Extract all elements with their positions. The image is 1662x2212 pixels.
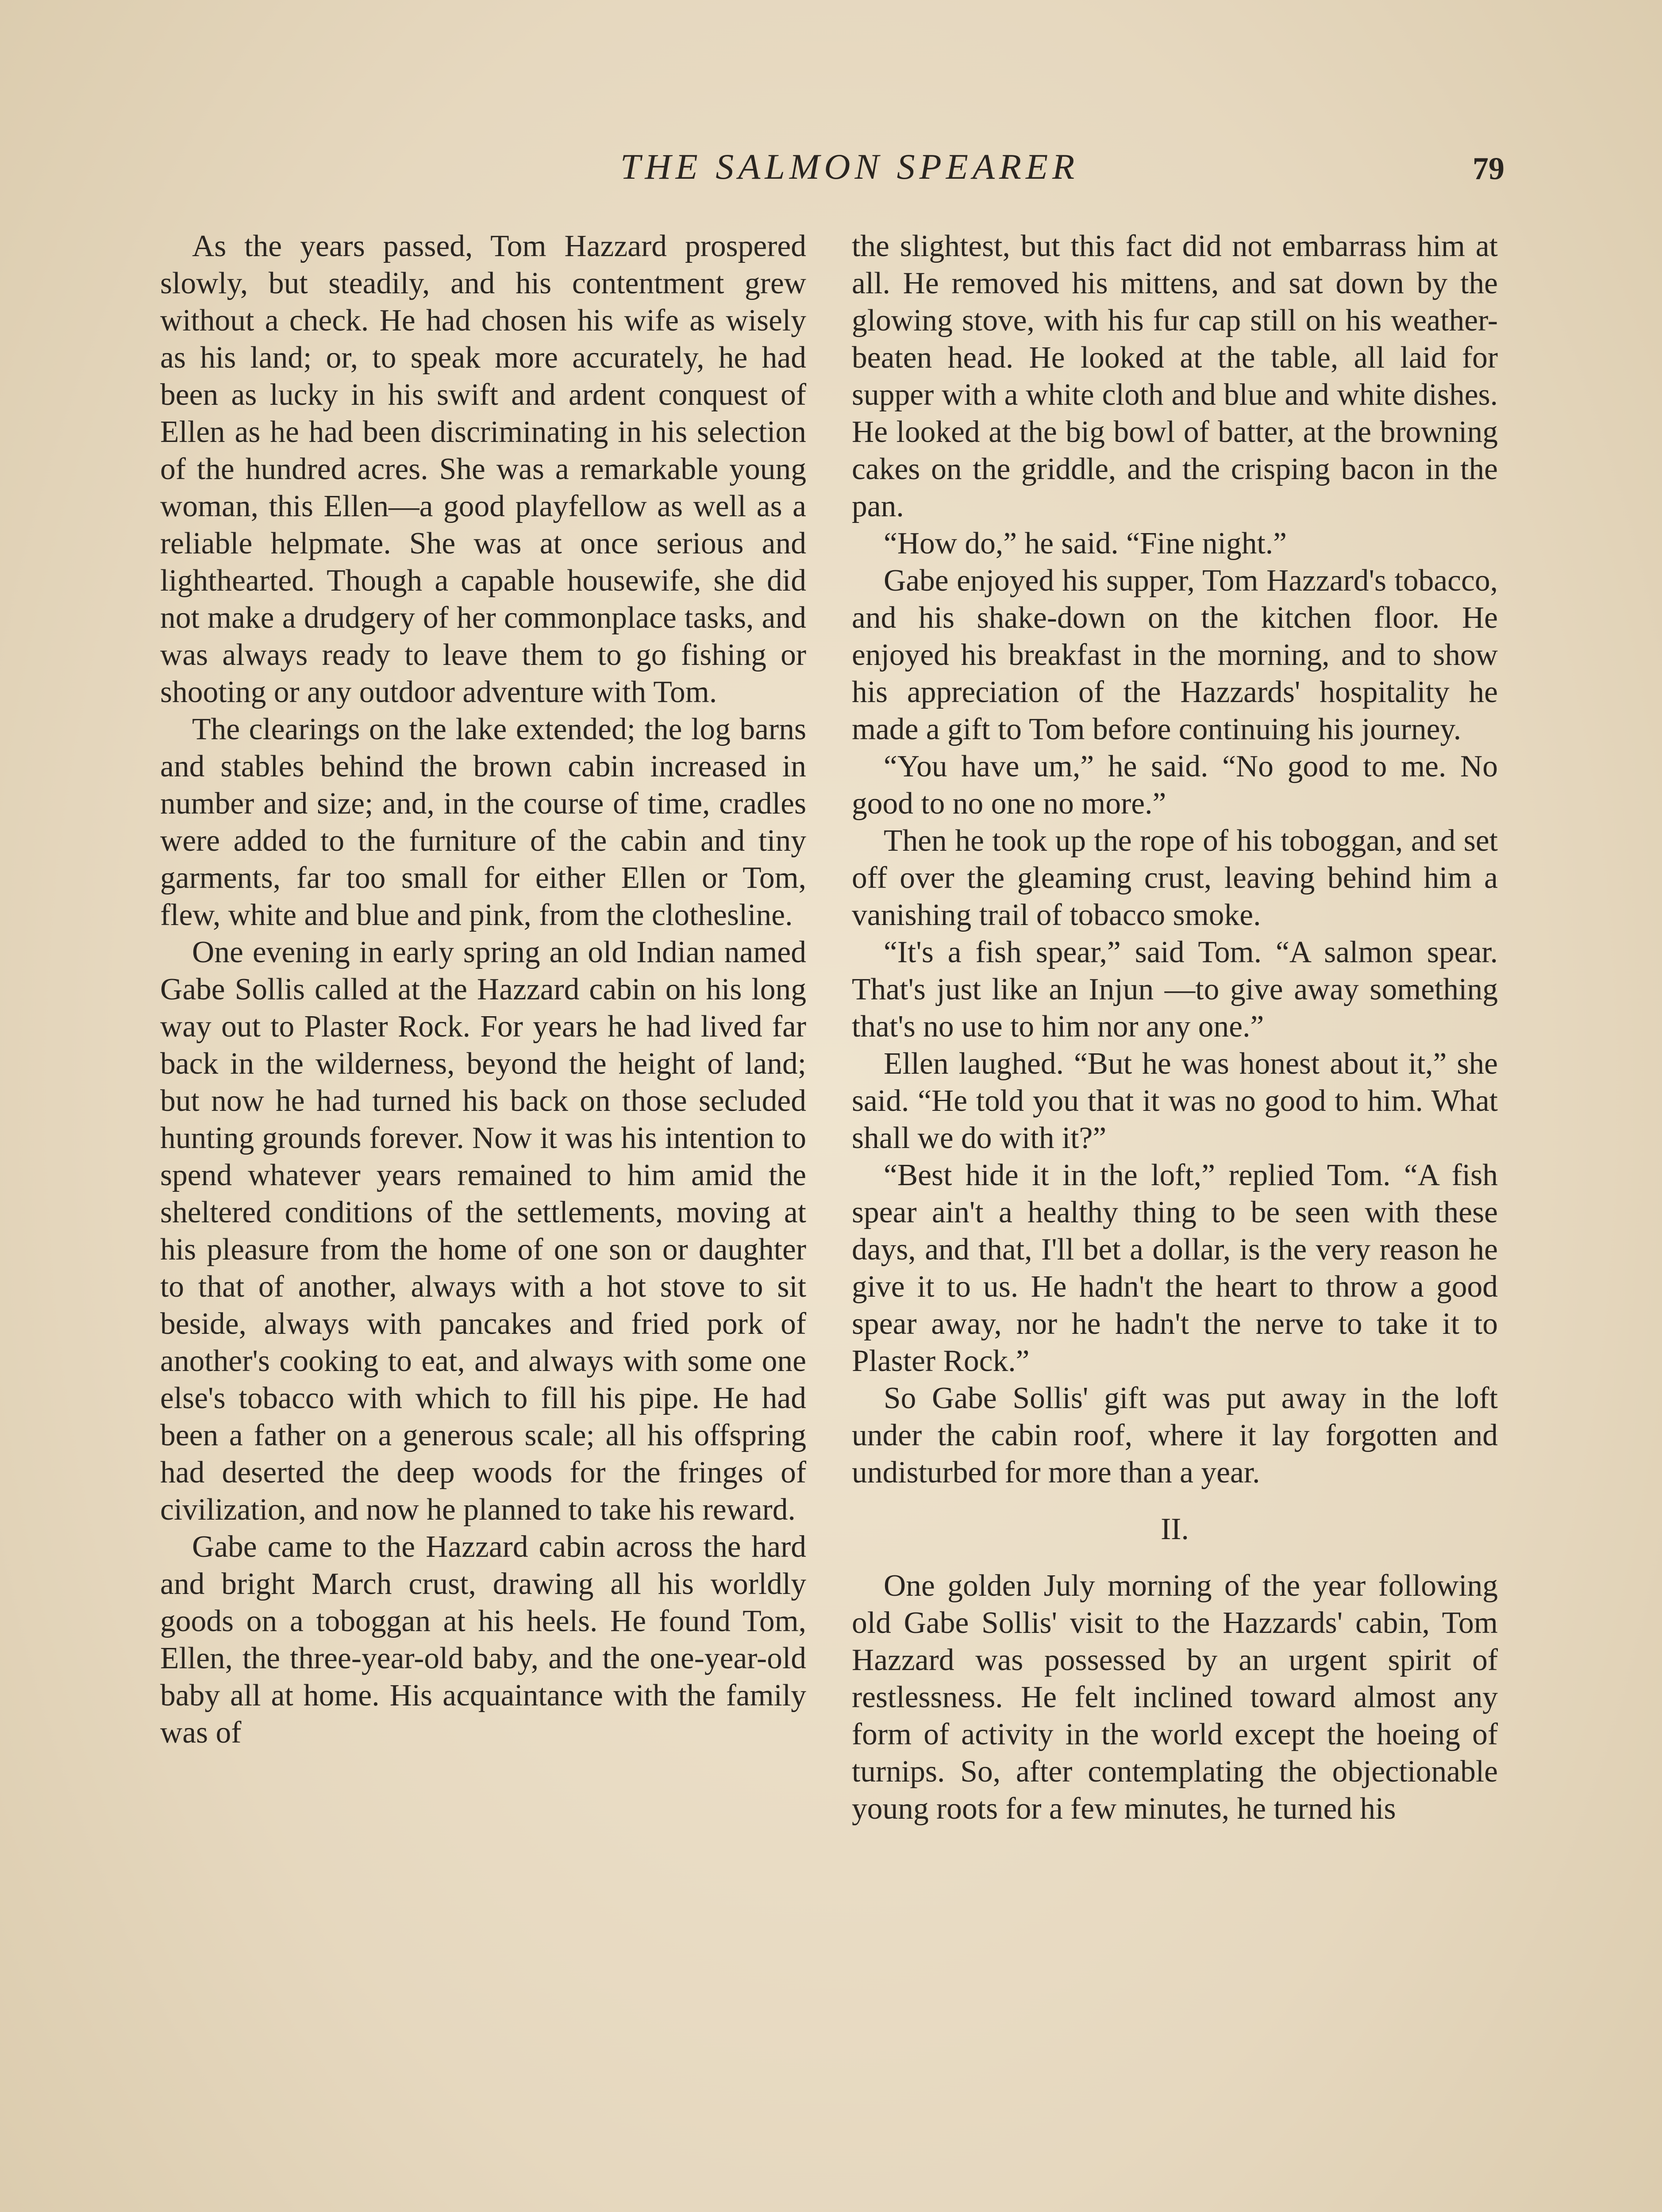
running-title: THE SALMON SPEARER bbox=[620, 146, 1079, 187]
paragraph: As the years passed, Tom Hazzard prospered slowly, but steadily, and his contentment grew without a check. He had chosen his wife as wisely as his land; or, to speak more accurately, he had been as lucky in his swift and ardent conquest of Ellen as he had been discriminating in his selection of the hundred acres. She was a remarkable young woman, this Ellen—a good playfellow as well as a reliable helpmate. She was at once serious and lighthearted. Though a capable housewife, she did not make a drudgery of her commonplace tasks, and was always ready to leave them to go fishing or shooting or any outdoor adventure with Tom. bbox=[160, 229, 806, 709]
paragraph: “It's a fish spear,” said Tom. “A salmon spear. That's just like an Injun —to give away something that's no use to him nor any one.” bbox=[852, 935, 1498, 1044]
right-column bbox=[852, 228, 1498, 1828]
paragraph: “How do,” he said. “Fine night.” bbox=[884, 526, 1287, 561]
paragraph: The clearings on the lake extended; the log barns and stables behind the brown cabin increased in number and size; and, in the course of time, cradles were added to the furniture of the cabin and tiny garments, far too small for either Ellen or Tom, flew, white and blue and pink, from the clothesline. bbox=[160, 712, 806, 932]
paragraph: One golden July morning of the year following old Gabe Sollis' visit to the Hazzards' cabin, Tom Hazzard was possessed by an urgent spirit of restlessness. He felt inclined toward almost any form of activity in the world except the hoeing of turnips. So, after contemplating the objectionable young roots for a few minutes, he turned his bbox=[852, 1569, 1498, 1826]
paragraph: One evening in early spring an old Indian named Gabe Sollis called at the Hazzard cabin on his long way out to Plaster Rock. For years he had lived far back in the wilderness, beyond the height of land; but now he had turned his back on those secluded hunting grounds forever. Now it was his intention to spend whatever years remained to him amid the sheltered conditions of the settlements, moving at his pleasure from the home of one son or daughter to that of another, always with a hot stove to sit beside, always with pancakes and fried pork of another's cooking to eat, and always with some one else's tobacco with which to fill his pipe. He had been a father on a generous scale; all his offspring had deserted the deep woods for the fringes of civilization, and now he planned to take his reward. bbox=[160, 935, 806, 1527]
paragraph: “You have um,” he said. “No good to me. No good to no one no more.” bbox=[852, 749, 1498, 821]
paragraph: Ellen laughed. “But he was honest about it,” she said. “He told you that it was no good to him. What shall we do with it?” bbox=[852, 1047, 1498, 1155]
paragraph: Gabe enjoyed his supper, Tom Hazzard's tobacco, and his shake-down on the kitchen floor. He enjoyed his breakfast in the morning, and to show his appreciation of the Hazzards' hospitality he made a gift to Tom before continuing his journey. bbox=[852, 564, 1498, 746]
paragraph: “Best hide it in the loft,” replied Tom. “A fish spear ain't a healthy thing to be seen with these days, and that, I'll bet a dollar, is the very reason he give it to us. He hadn't the heart to throw a good spear away, nor he hadn't the nerve to take it to Plaster Rock.” bbox=[852, 1158, 1498, 1378]
paragraph: So Gabe Sollis' gift was put away in the loft under the cabin roof, where it lay forgotten and undisturbed for more than a year. bbox=[852, 1381, 1498, 1490]
paragraph: Gabe came to the Hazzard cabin across the hard and bright March crust, drawing all his worldly goods on a toboggan at his heels. He found Tom, Ellen, the three-year-old baby, and the one-year-old baby all at home. His acquaintance with the family was of bbox=[160, 1530, 806, 1750]
left-column bbox=[160, 228, 806, 1751]
section-heading: II. bbox=[1161, 1512, 1189, 1546]
page-number: 79 bbox=[1473, 151, 1504, 186]
paragraph-continued: the slightest, but this fact did not embarrass him at all. He removed his mittens, and sat down by the glowing stove, with his fur cap still on his weather-beaten head. He looked at the table, all laid for supper with a white cloth and blue and white dishes. He looked at the big bowl of batter, at the browning cakes on the griddle, and the crisping bacon in the pan. bbox=[852, 229, 1498, 523]
paragraph: Then he took up the rope of his toboggan, and set off over the gleaming crust, leaving behind him a vanishing trail of tobacco smoke. bbox=[852, 824, 1498, 932]
